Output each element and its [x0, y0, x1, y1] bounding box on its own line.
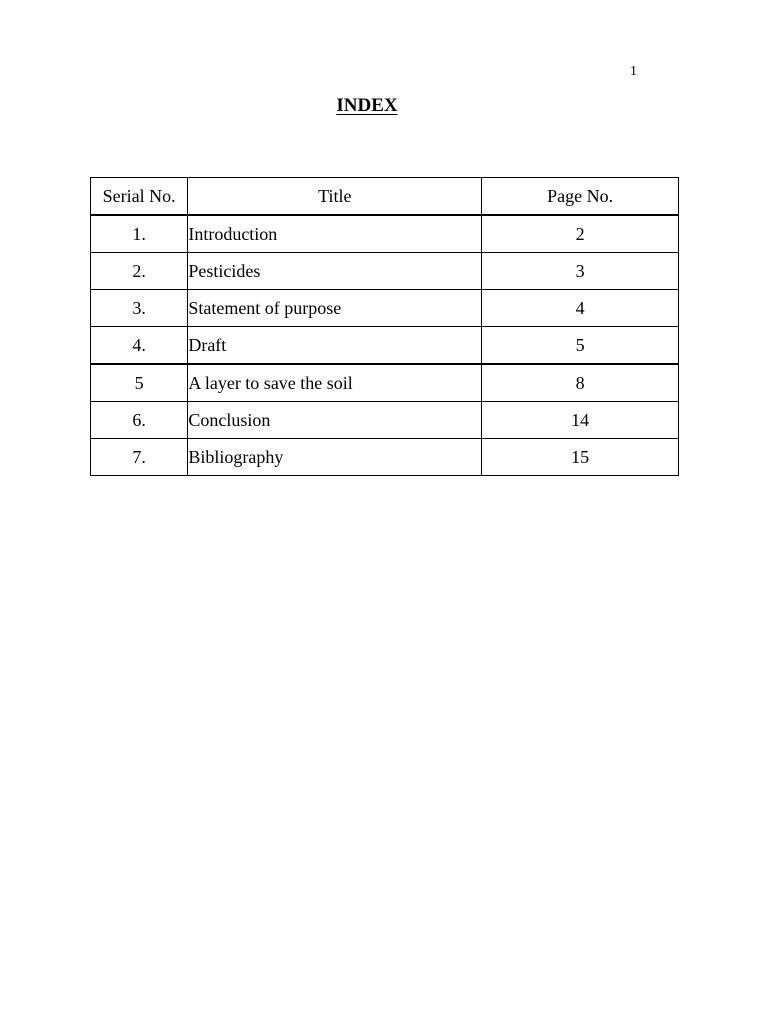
- title-cell: Introduction: [188, 215, 482, 253]
- table-row: [91, 327, 679, 365]
- title-cell: Statement of purpose: [188, 290, 482, 327]
- serial-cell: 2.: [91, 253, 188, 290]
- page-cell: 2: [482, 215, 679, 253]
- table-row: [91, 290, 679, 327]
- header-serial-no: Serial No.: [91, 178, 188, 216]
- page-cell: 3: [482, 253, 679, 290]
- title-cell: Conclusion: [188, 402, 482, 439]
- title-cell: Draft: [188, 327, 482, 365]
- table-row: [91, 402, 679, 439]
- title-cell: A layer to save the soil: [188, 364, 482, 402]
- page-cell: 8: [482, 364, 679, 402]
- serial-cell: 7.: [91, 439, 188, 476]
- table-row: [91, 439, 679, 476]
- header-title: Title: [188, 178, 482, 216]
- table-row: [91, 215, 679, 253]
- table-row: [91, 253, 679, 290]
- page-number: 1: [630, 64, 637, 79]
- page-cell: 4: [482, 290, 679, 327]
- title-cell: Pesticides: [188, 253, 482, 290]
- page-title: INDEX: [336, 95, 398, 116]
- page-cell: 15: [482, 439, 679, 476]
- serial-cell: 1.: [91, 215, 188, 253]
- index-table: [90, 177, 679, 476]
- serial-cell: 3.: [91, 290, 188, 327]
- serial-cell: 4.: [91, 327, 188, 365]
- page-cell: 5: [482, 327, 679, 365]
- page-cell: 14: [482, 402, 679, 439]
- table-header-row: [91, 178, 679, 216]
- header-page-no: Page No.: [482, 178, 679, 216]
- serial-cell: 5: [91, 364, 188, 402]
- table-row: [91, 364, 679, 402]
- title-cell: Bibliography: [188, 439, 482, 476]
- serial-cell: 6.: [91, 402, 188, 439]
